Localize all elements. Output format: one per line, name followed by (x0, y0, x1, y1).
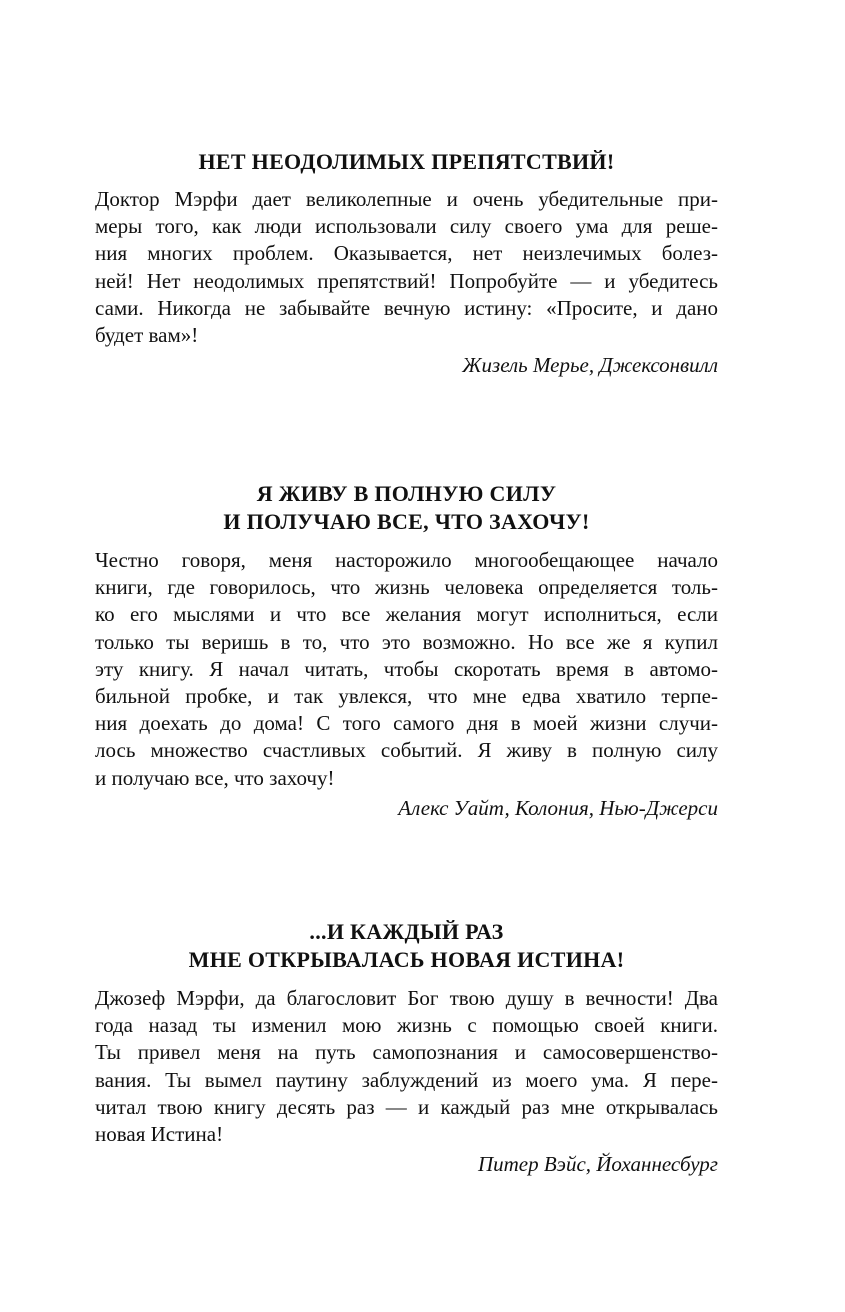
review-2 (95, 480, 718, 822)
review-2-body-line: эту книгу. Я начал читать, чтобы скоротать время в автомо- (95, 656, 718, 681)
review-1-body-line: Доктор Мэрфи дает великолепные и очень убедительные при- (95, 187, 718, 211)
review-3-author: Питер Вэйс, Йоханнесбург (477, 1152, 718, 1177)
review-1-body-line: ния многих проблем. Оказывается, нет неизлечимых болез- (95, 241, 718, 266)
review-3-heading-line: МНЕ ОТКРЫВАЛАСЬ НОВАЯ ИСТИНА! (188, 947, 625, 972)
review-1-body-line: будет вам»! (95, 323, 199, 348)
review-3-body-line: читал твою книгу десять раз — и каждый раз мне открывалась (95, 1094, 718, 1119)
review-2-body-line: лось множество счастливых событий. Я живу в полную силу (95, 738, 718, 763)
review-3 (95, 918, 718, 1178)
review-3-heading (95, 918, 718, 974)
review-3-heading-line: ...И КАЖДЫЙ РАЗ (309, 919, 504, 944)
review-3-body-line: Ты привел меня на путь самопознания и самосовершенство- (95, 1040, 718, 1065)
review-1-author: Жизель Мерье, Джексонвилл (462, 353, 718, 378)
review-2-body (95, 547, 718, 792)
review-1 (95, 148, 718, 379)
review-2-heading (95, 480, 718, 536)
review-1-body-line: меры того, как люди использовали силу своего ума для реше- (95, 214, 718, 239)
review-3-body-line: Джозеф Мэрфи, да благословит Бог твою душу в вечности! Два (95, 986, 718, 1010)
review-2-body-line: ко его мыслями и что все желания могут исполниться, если (95, 602, 718, 627)
review-3-body-line: вания. Ты вымел паутину заблуждений из моего ума. Я пере- (95, 1067, 718, 1092)
review-2-body-line: и получаю все, что захочу! (95, 765, 335, 790)
review-2-body-line: Честно говоря, меня насторожило многообещающее начало (95, 548, 718, 572)
review-1-heading-line: НЕТ НЕОДОЛИМЫХ ПРЕПЯТСТВИЙ! (198, 149, 615, 174)
review-3-body-line: года назад ты изменил мою жизнь с помощью своей книги. (95, 1013, 718, 1038)
review-2-body-line: книги, где говорилось, что жизнь человека определяется толь- (95, 575, 718, 600)
review-3-body-line: новая Истина! (95, 1122, 224, 1147)
review-1-body (95, 186, 718, 349)
review-3-body (95, 985, 718, 1148)
review-2-heading-line: И ПОЛУЧАЮ ВСЕ, ЧТО ЗАХОЧУ! (223, 509, 590, 534)
review-2-heading-line: Я ЖИВУ В ПОЛНУЮ СИЛУ (256, 481, 557, 506)
review-1-heading (95, 148, 718, 176)
review-2-body-line: ния доехать до дома! С того самого дня в моей жизни случи- (95, 711, 718, 736)
review-1-body-line: сами. Никогда не забывайте вечную истину: «Просите, и дано (95, 295, 718, 320)
review-2-body-line: бильной пробке, и так увлекся, что мне едва хватило терпе- (95, 684, 718, 709)
review-2-author: Алекс Уайт, Колония, Нью-Джерси (398, 795, 718, 820)
review-2-body-line: только ты веришь в то, что это возможно. Но все же я купил (95, 629, 718, 654)
review-1-body-line: ней! Нет неодолимых препятствий! Попробуйте — и убедитесь (95, 268, 718, 293)
